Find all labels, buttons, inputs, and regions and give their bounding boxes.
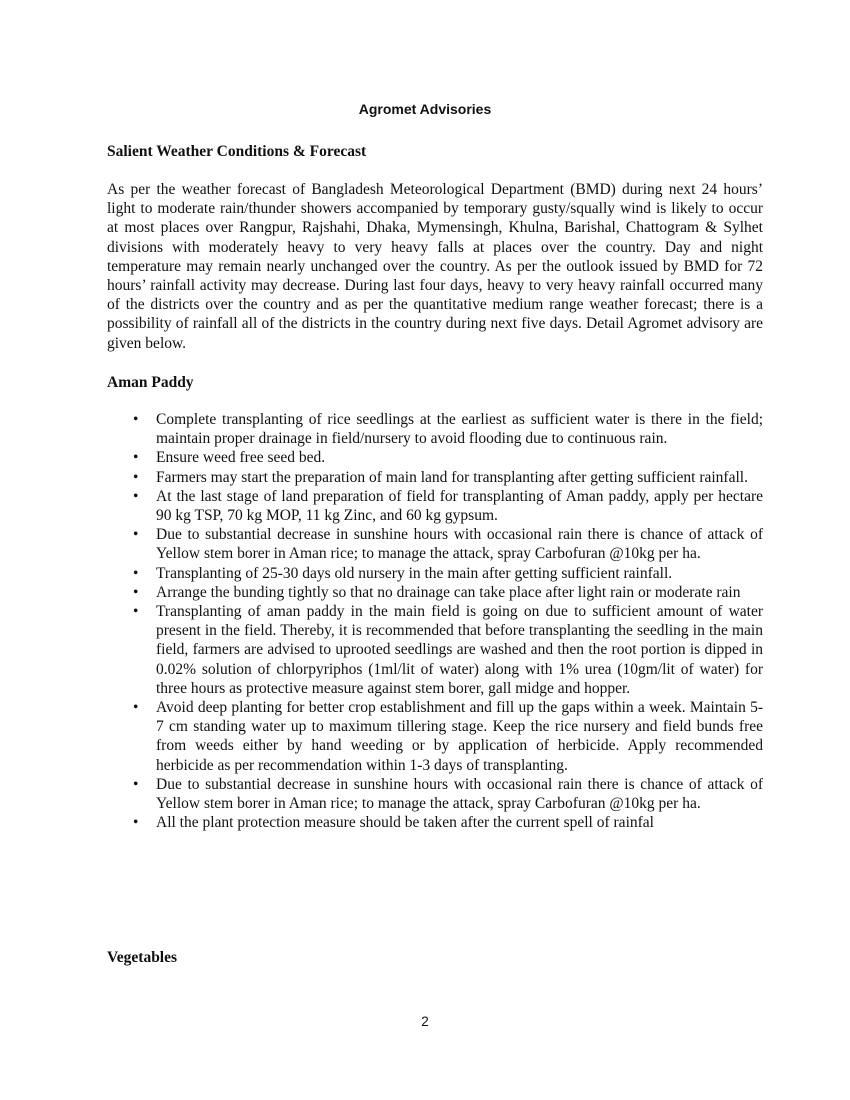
list-item [107, 564, 763, 583]
list-item-text: At the last stage of land preparation of field for transplanting of Aman paddy, apply per hectare 90 kg TSP, 70 kg MOP, 11 kg Zinc, and 60 kg gypsum. [156, 487, 763, 525]
list-item-text: Due to substantial decrease in sunshine hours with occasional rain there is chance of attack of Yellow stem borer in Aman rice; to manage the attack, spray Carbofuran @10kg per ha. [156, 526, 763, 563]
list-item-text: Transplanting of 25-30 days old nursery in the main after getting sufficient rainfall. [156, 564, 673, 582]
bullet-icon: • [133, 775, 139, 793]
list-item [107, 487, 763, 525]
list-item [107, 698, 763, 775]
list-item [107, 602, 763, 698]
list-item-text: Farmers may start the preparation of main land for transplanting after getting sufficient rainfall. [156, 468, 748, 486]
list-item-text: Transplanting of aman paddy in the main field is going on due to sufficient amount of water present in the field. Thereby, it is recommended that before transplanting the seedling in the main field, farmers are advised to uprooted seedlings are washed and then the root portion is dipped in 0.02% solution of chlorpyriphos (1ml/lit of water) along with 1% urea (10gm/lit of water) for three hours as protective measure against stem borer, gall midge and hopper. [156, 603, 763, 697]
list-item [107, 525, 763, 563]
weather-forecast-paragraph: As per the weather forecast of Bangladesh Meteorological Department (BMD) during next 24 hours’ light to moderate rain/thunder showers accompanied by temporary gusty/squally wind is likely to occur at most places over Rangpur, Rajshahi, Dhaka, Mymensingh, Khulna, Barishal, Chattogram & Sylhet divisions with moderately heavy to very heavy falls at places over the country. Day and night temperature may remain nearly unchanged over the country. As per the outlook issued by BMD for 72 hours’ rainfall activity may decrease. During last four days, heavy to very heavy rainfall occurred many of the districts over the country and as per the quantitative medium range weather forecast; there is a possibility of rainfall all of the districts in the country during next five days. Detail Agromet advisory are given below. [107, 181, 763, 352]
bullet-icon: • [133, 699, 139, 717]
list-item [107, 583, 763, 602]
bullet-icon: • [133, 564, 139, 582]
bullet-icon: • [133, 411, 139, 428]
list-item [107, 775, 763, 813]
section-heading-weather: Salient Weather Conditions & Forecast [107, 143, 367, 160]
list-item-text: Avoid deep planting for better crop establishment and fill up the gaps within a week. Maintain 5-7 cm standing water up to maximum tillering stage. Keep the rice nursery and field bunds free from weeds either by hand weeding or by application of herbicide. Apply recommended herbicide as per recommendation within 1-3 days of transplanting. [156, 699, 763, 774]
page-number: 2 [421, 1014, 429, 1029]
section-heading-aman-paddy: Aman Paddy [107, 374, 194, 391]
list-item-text: All the plant protection measure should be taken after the current spell of rainfal [156, 814, 654, 832]
list-item-text: Complete transplanting of rice seedlings at the earliest as sufficient water is there in the field; maintain proper drainage in field/nursery to avoid flooding due to continuous rain. [156, 411, 763, 448]
bullet-icon: • [133, 487, 139, 505]
list-item [107, 468, 763, 487]
bullet-icon: • [133, 468, 139, 486]
bullet-icon: • [133, 603, 139, 621]
bullet-icon: • [133, 583, 139, 601]
aman-paddy-advisory-list [107, 410, 763, 832]
list-item-text: Due to substantial decrease in sunshine hours with occasional rain there is chance of attack of Yellow stem borer in Aman rice; to manage the attack, spray Carbofuran @10kg per ha. [156, 775, 763, 813]
section-heading-vegetables: Vegetables [107, 949, 178, 966]
list-item [107, 813, 763, 832]
bullet-icon: • [133, 526, 139, 544]
document-title: Agromet Advisories [358, 101, 492, 117]
bullet-icon: • [133, 814, 139, 832]
list-item [107, 410, 763, 448]
list-item [107, 448, 763, 467]
bullet-icon: • [133, 449, 139, 467]
list-item-text: Ensure weed free seed bed. [156, 449, 326, 467]
list-item-text: Arrange the bunding tightly so that no drainage can take place after light rain or moderate rain [156, 583, 741, 601]
